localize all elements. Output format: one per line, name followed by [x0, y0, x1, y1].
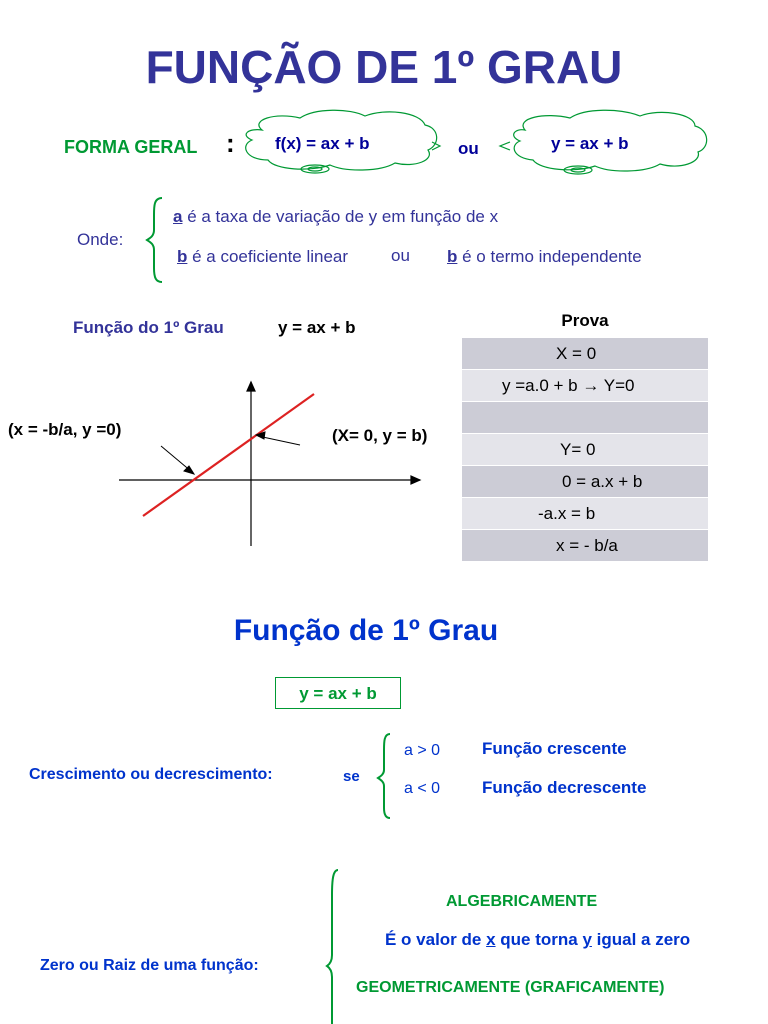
- forma-geral-label: FORMA GERAL: [64, 137, 198, 157]
- prova-row: -a.x = b: [462, 498, 708, 530]
- ou-connector: ou: [458, 139, 479, 158]
- onde-brace: [147, 198, 162, 282]
- def-part: que torna: [495, 930, 583, 949]
- var-a: a: [173, 207, 183, 226]
- var-b2-desc: é o termo independente: [457, 247, 642, 266]
- geometricamente-label: GEOMETRICAMENTE (GRAFICAMENTE): [356, 979, 665, 996]
- crescimento-label: Crescimento ou decrescimento:: [29, 766, 273, 783]
- var-b: b: [177, 247, 188, 266]
- graph-heading: Função do 1º Grau: [73, 318, 224, 337]
- zero-definition: [385, 930, 690, 950]
- result-crescente: Função crescente: [482, 739, 627, 758]
- def-part: igual a zero: [591, 930, 691, 949]
- def-part: É o valor de: [385, 930, 487, 949]
- prova-row: [462, 402, 708, 434]
- var-a-desc: é a taxa de variação de y em função de x: [182, 207, 499, 226]
- def-y: y: [582, 930, 592, 949]
- condition-positive: a > 0: [404, 742, 441, 759]
- var-b-desc: é a coeficiente linear: [187, 247, 349, 266]
- def-x: x: [486, 930, 496, 949]
- function-line: [143, 394, 314, 516]
- onde-line-b: [177, 247, 348, 267]
- prova-row: 0 = a.x + b: [462, 466, 708, 498]
- formula-general-2: y = ax + b: [551, 134, 629, 153]
- zero-brace: [327, 870, 338, 1024]
- boxed-formula: y = ax + b: [275, 677, 401, 709]
- root-point-label: (x = -b/a, y =0): [8, 420, 122, 439]
- result-decrescente: Função decrescente: [482, 778, 647, 797]
- graph-equation: y = ax + b: [278, 318, 356, 337]
- onde-ou: ou: [391, 246, 410, 265]
- se-label: se: [343, 768, 360, 785]
- prova-table: [462, 338, 708, 562]
- prova-row: Y= 0: [462, 434, 708, 466]
- forma-geral-colon: :: [226, 128, 235, 158]
- var-b2: b: [447, 247, 458, 266]
- onde-line-b2: [447, 247, 642, 267]
- prova-row: X = 0: [462, 338, 708, 370]
- prova-row: y =a.0 + b → Y=0: [462, 370, 708, 402]
- section2-title: Função de 1º Grau: [233, 614, 499, 647]
- prova-title: Prova: [561, 311, 609, 330]
- onde-label: Onde:: [77, 230, 124, 249]
- prova-row: x = - b/a: [462, 530, 708, 562]
- formula-general-1: f(x) = ax + b: [275, 134, 370, 153]
- algebricamente-label: ALGEBRICAMENTE: [446, 893, 598, 910]
- page-title: FUNÇÃO DE 1º GRAU: [145, 41, 623, 93]
- crescimento-brace: [378, 734, 390, 818]
- zero-raiz-label: Zero ou Raiz de uma função:: [40, 957, 259, 974]
- condition-negative: a < 0: [404, 780, 441, 797]
- intercept-point-label: (X= 0, y = b): [332, 426, 428, 445]
- onde-line-a: [173, 207, 498, 227]
- graph-axes: [119, 382, 420, 546]
